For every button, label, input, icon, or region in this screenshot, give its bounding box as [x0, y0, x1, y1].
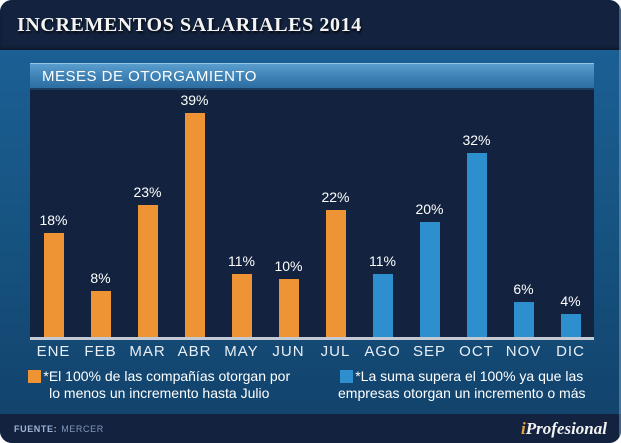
- bar-dic: [561, 314, 581, 337]
- legend-blue-note: [311, 368, 614, 402]
- bar-slot-mar: [124, 184, 171, 337]
- header-band: [0, 0, 621, 50]
- month-label-mar: MAR: [129, 342, 166, 360]
- x-axis-labels: [30, 340, 594, 362]
- bar-value-label-may: 11%: [228, 253, 255, 269]
- bar-slot-ene: [30, 212, 77, 337]
- bar-mar: [138, 205, 158, 337]
- bar-slot-abr: [171, 92, 218, 337]
- legend-row: [0, 368, 621, 402]
- month-label-jul: JUL: [320, 342, 351, 360]
- legend-orange-note: [8, 368, 311, 402]
- bar-slot-jul: [312, 189, 359, 337]
- month-label-abr: ABR: [177, 342, 212, 360]
- bar-slot-oct: [453, 132, 500, 337]
- bar-value-label-dic: 4%: [560, 293, 581, 309]
- legend-orange-line2: lo menos un incremento hasta Julio: [49, 385, 270, 401]
- month-label-jun: JUN: [272, 342, 305, 360]
- chart-subtitle: MESES DE OTORGAMIENTO: [42, 67, 257, 85]
- legend-orange-line1: *El 100% de las compañías otorgan por: [43, 368, 291, 384]
- bar-value-label-jun: 10%: [274, 258, 303, 274]
- month-label-feb: FEB: [84, 342, 117, 360]
- bar-value-label-oct: 32%: [462, 132, 491, 148]
- bar-ago: [373, 274, 393, 337]
- month-label-sep: SEP: [412, 342, 446, 360]
- month-label-ago: AGO: [364, 342, 401, 360]
- month-label-oct: OCT: [459, 342, 494, 360]
- month-label-ene: ENE: [36, 342, 71, 360]
- bar-slot-may: [218, 253, 265, 337]
- bar-value-label-feb: 8%: [90, 270, 111, 286]
- page-title: INCREMENTOS SALARIALES 2014: [17, 13, 362, 36]
- bar-nov: [514, 302, 534, 337]
- subtitle-bar: [30, 63, 594, 90]
- bar-jun: [279, 279, 299, 337]
- bar-value-label-abr: 39%: [180, 92, 209, 108]
- bar-feb: [91, 291, 111, 337]
- bar-sep: [420, 222, 440, 337]
- bar-slot-ago: [359, 253, 406, 337]
- bar-value-label-jul: 22%: [321, 189, 350, 205]
- legend-orange-swatch: [28, 370, 41, 383]
- bar-value-label-ene: 18%: [39, 212, 68, 228]
- bar-slot-feb: [77, 270, 124, 337]
- bar-abr: [185, 113, 205, 337]
- month-label-dic: DIC: [556, 342, 585, 360]
- brand-logo: [521, 419, 607, 439]
- bar-value-label-nov: 6%: [513, 281, 534, 297]
- legend-blue-swatch: [340, 370, 353, 383]
- bar-ene: [44, 233, 64, 337]
- bar-may: [232, 274, 252, 337]
- bar-jul: [326, 210, 346, 337]
- brand-logo-rest: Profesional: [525, 418, 607, 438]
- footer-band: [0, 414, 621, 443]
- source-credit: [14, 424, 104, 434]
- bar-slot-jun: [265, 258, 312, 337]
- bar-slot-nov: [500, 281, 547, 337]
- brand-logo-i: i: [521, 418, 526, 438]
- source-value: MERCER: [61, 423, 104, 434]
- bar-slot-dic: [547, 293, 594, 337]
- bar-oct: [467, 153, 487, 337]
- bar-value-label-sep: 20%: [415, 201, 444, 217]
- bar-value-label-ago: 11%: [369, 253, 396, 269]
- chart-plot-area: [30, 90, 594, 340]
- bar-value-label-mar: 23%: [133, 184, 162, 200]
- bar-slot-sep: [406, 201, 453, 337]
- legend-blue-line1: *La suma supera el 100% ya que las: [355, 368, 584, 384]
- month-label-nov: NOV: [505, 342, 542, 360]
- source-label: FUENTE:: [14, 423, 58, 434]
- month-label-may: MAY: [224, 342, 259, 360]
- legend-blue-line2: empresas otorgan un incremento o más: [338, 385, 586, 401]
